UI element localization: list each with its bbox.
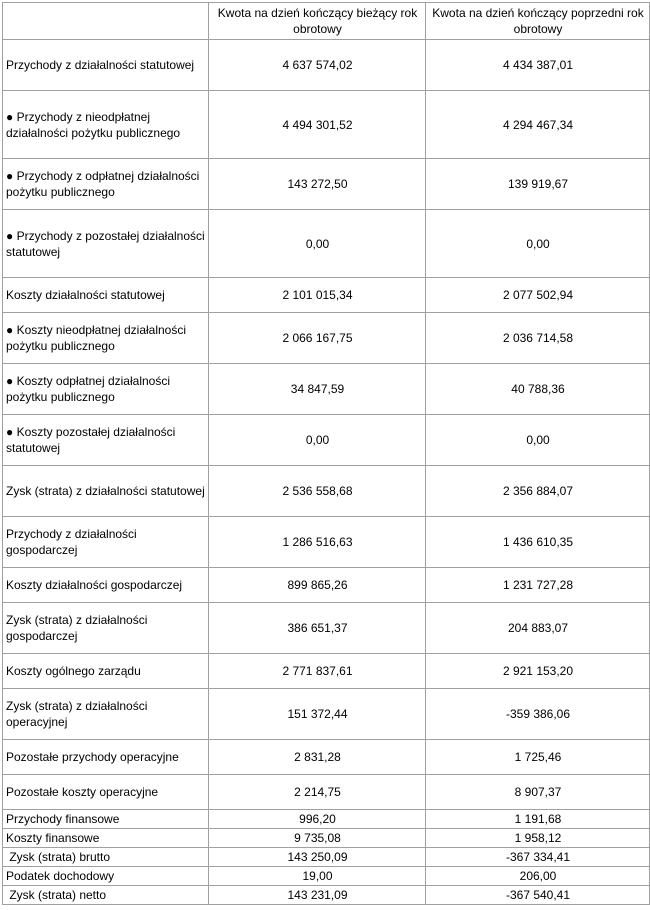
row-previous-value: 139 919,67 [426, 159, 650, 210]
row-label: Koszty ogólnego zarządu [3, 654, 209, 689]
table-row [3, 603, 650, 654]
row-label: Zysk (strata) z działalności operacyjnej [3, 689, 209, 740]
row-current-value: 2 831,28 [209, 740, 426, 775]
row-previous-value: 1 958,12 [426, 829, 650, 848]
row-current-value: 386 651,37 [209, 603, 426, 654]
row-previous-value: 0,00 [426, 210, 650, 278]
row-current-value: 143 231,09 [209, 886, 426, 905]
row-current-value: 0,00 [209, 210, 426, 278]
row-label: ● Koszty pozostałej działalności statutowej [3, 415, 209, 466]
row-current-value: 2 214,75 [209, 775, 426, 810]
row-label: Przychody finansowe [3, 810, 209, 829]
table-row [3, 159, 650, 210]
table-row [3, 278, 650, 313]
table-row [3, 689, 650, 740]
row-current-value: 0,00 [209, 415, 426, 466]
row-label: ● Koszty odpłatnej działalności pożytku publicznego [3, 364, 209, 415]
row-current-value: 143 272,50 [209, 159, 426, 210]
table-row [3, 775, 650, 810]
table-header-row [3, 3, 650, 40]
table-row [3, 886, 650, 905]
row-previous-value: 2 921 153,20 [426, 654, 650, 689]
header-label-column [3, 3, 209, 40]
row-previous-value: 1 191,68 [426, 810, 650, 829]
row-previous-value: 2 077 502,94 [426, 278, 650, 313]
row-label: ● Przychody z nieodpłatnej działalności pożytku publicznego [3, 91, 209, 159]
table-row [3, 91, 650, 159]
row-label: Podatek dochodowy [3, 867, 209, 886]
row-current-value: 9 735,08 [209, 829, 426, 848]
financial-results-table [2, 2, 650, 905]
table-row [3, 415, 650, 466]
row-previous-value: 204 883,07 [426, 603, 650, 654]
row-current-value: 143 250,09 [209, 848, 426, 867]
row-label: Zysk (strata) z działalności statutowej [3, 466, 209, 517]
row-current-value: 151 372,44 [209, 689, 426, 740]
row-current-value: 1 286 516,63 [209, 517, 426, 568]
table-row [3, 568, 650, 603]
row-previous-value: 206,00 [426, 867, 650, 886]
row-current-value: 19,00 [209, 867, 426, 886]
row-previous-value: 2 356 884,07 [426, 466, 650, 517]
row-label: Koszty działalności gospodarczej [3, 568, 209, 603]
row-label: Koszty finansowe [3, 829, 209, 848]
row-current-value: 899 865,26 [209, 568, 426, 603]
table-row [3, 466, 650, 517]
row-current-value: 4 494 301,52 [209, 91, 426, 159]
row-label: Koszty działalności statutowej [3, 278, 209, 313]
row-current-value: 2 536 558,68 [209, 466, 426, 517]
table-row [3, 740, 650, 775]
row-previous-value: 1 725,46 [426, 740, 650, 775]
row-previous-value: 4 294 467,34 [426, 91, 650, 159]
row-label: Pozostałe przychody operacyjne [3, 740, 209, 775]
row-previous-value: 1 436 610,35 [426, 517, 650, 568]
table-row [3, 210, 650, 278]
row-current-value: 2 101 015,34 [209, 278, 426, 313]
table-row [3, 40, 650, 91]
table-row [3, 810, 650, 829]
row-previous-value: -359 386,06 [426, 689, 650, 740]
table-row [3, 517, 650, 568]
row-previous-value: 40 788,36 [426, 364, 650, 415]
row-label: Zysk (strata) z działalności gospodarczej [3, 603, 209, 654]
header-current-year: Kwota na dzień kończący bieżący rok obrotowy [209, 3, 426, 40]
row-current-value: 4 637 574,02 [209, 40, 426, 91]
row-previous-value: 0,00 [426, 415, 650, 466]
table-row [3, 364, 650, 415]
row-current-value: 996,20 [209, 810, 426, 829]
row-label: Przychody z działalności gospodarczej [3, 517, 209, 568]
row-previous-value: -367 334,41 [426, 848, 650, 867]
header-previous-year: Kwota na dzień kończący poprzedni rok obrotowy [426, 3, 650, 40]
row-label: ● Koszty nieodpłatnej działalności pożytku publicznego [3, 313, 209, 364]
row-current-value: 2 771 837,61 [209, 654, 426, 689]
row-previous-value: 8 907,37 [426, 775, 650, 810]
row-label: ● Przychody z pozostałej działalności statutowej [3, 210, 209, 278]
row-current-value: 2 066 167,75 [209, 313, 426, 364]
row-previous-value: 4 434 387,01 [426, 40, 650, 91]
row-current-value: 34 847,59 [209, 364, 426, 415]
row-label: Pozostałe koszty operacyjne [3, 775, 209, 810]
table-row [3, 867, 650, 886]
row-label: Przychody z działalności statutowej [3, 40, 209, 91]
row-previous-value: 1 231 727,28 [426, 568, 650, 603]
table-row [3, 848, 650, 867]
table-row [3, 654, 650, 689]
row-label: Zysk (strata) brutto [3, 848, 209, 867]
table-row [3, 313, 650, 364]
row-label: ● Przychody z odpłatnej działalności pożytku publicznego [3, 159, 209, 210]
row-previous-value: -367 540,41 [426, 886, 650, 905]
row-previous-value: 2 036 714,58 [426, 313, 650, 364]
row-label: Zysk (strata) netto [3, 886, 209, 905]
table-row [3, 829, 650, 848]
